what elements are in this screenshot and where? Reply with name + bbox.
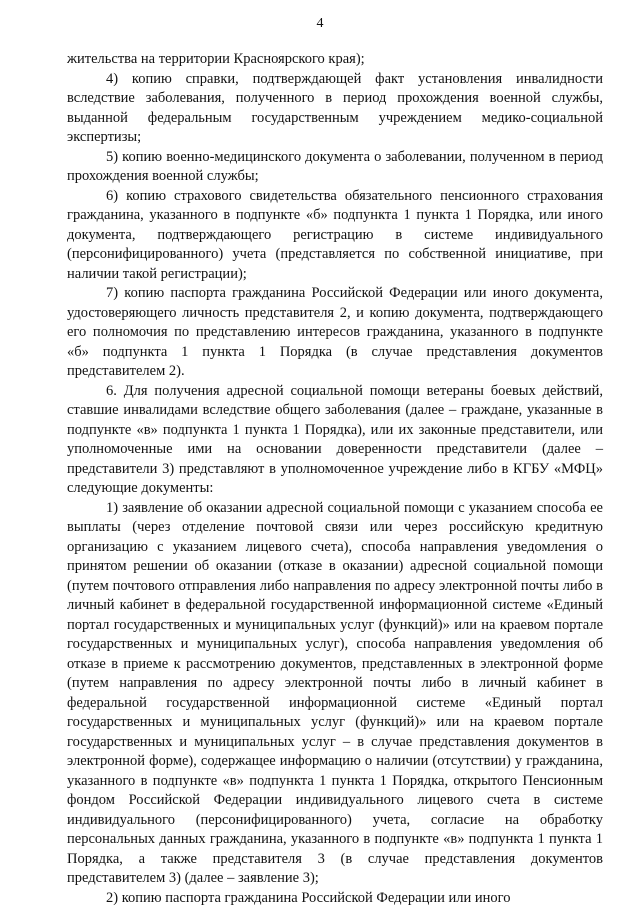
paragraph-item-4-disability-certificate: 4) копию справки, подтверждающей факт установления инвалидности вследствие заболевания, полученного в период прохождения военной службы, выданной федеральным государственным учреждением медико-социальной экспертизы; [67, 70, 603, 148]
document-body [67, 50, 603, 908]
page-number: 4 [0, 16, 640, 32]
paragraph-section-6: 6. Для получения адресной социальной помощи ветераны боевых действий, ставшие инвалидами вследствие общего заболевания (далее – граждане, указанные в подпункте «в» подпункта 1 пункта 1 Порядка), или их законные представители, или уполномоченные ими на основании доверенности представители (далее – представители 3) представляют в уполномоченное учреждение либо в КГБУ «МФЦ» следующие документы: [67, 382, 603, 499]
paragraph-item-7-representative-passport: 7) копию паспорта гражданина Российской Федерации или иного документа, удостоверяющего личность представителя 2, и копию документа, подтверждающего его полномочия по представлению интересов гражданина, указанного в подпункте «б» подпункта 1 пункта 1 Порядка (в случае представления документов представителем 2). [67, 284, 603, 382]
paragraph-item-5-military-medical-document: 5) копию военно-медицинского документа о заболевании, полученном в период прохождения военной службы; [67, 148, 603, 187]
paragraph-item-2-passport-copy: 2) копию паспорта гражданина Российской Федерации или иного [67, 889, 603, 908]
paragraph-item-1-application: 1) заявление об оказании адресной социальной помощи с указанием способа ее выплаты (через отделение почтовой связи или через российскую кредитную организацию с указанием лицевого счета), способа направления уведомления о принятом решении об оказании (отказе в оказании) адресной социальной помощи (путем почтового отправления либо направления по адресу электронной почты либо в личный кабинет в федеральной государственной информационной системе «Единый портал государственных и муниципальных услуг (функций)» или на краевом портале государственных и муниципальных услуг), способа направления уведомления об отказе в приеме к рассмотрению документов, представленных в электронной форме (путем направления по адресу электронной почты либо в личный кабинет в федеральной государственной информационной системе «Единый портал государственных и муниципальных услуг (функций)» или на краевом портале государственных и муниципальных услуг – в случае представления документов в электронной форме), содержащее информацию о наличии (отсутствии) у гражданина, указанного в подпункте «в» подпункта 1 пункта 1 Порядка, открытого Пенсионным фондом Российской Федерации индивидуального лицевого счета в системе индивидуального (персонифицированного) учета, согласие на обработку персональных данных гражданина, указанного в подпункте «в» подпункта 1 пункта 1 Порядка, а также представителя 3 (в случае представления документов представителем 3) (далее – заявление 3); [67, 499, 603, 889]
paragraph-item-6-pension-insurance-certificate: 6) копию страхового свидетельства обязательного пенсионного страхования гражданина, указанного в подпункте «б» подпункта 1 пункта 1 Порядка, или иного документа, подтверждающего регистрацию в системе индивидуального (персонифицированного) учета (представляется по собственной инициативе, при наличии такой регистрации); [67, 187, 603, 285]
paragraph-continuation: жительства на территории Красноярского края); [67, 50, 603, 70]
